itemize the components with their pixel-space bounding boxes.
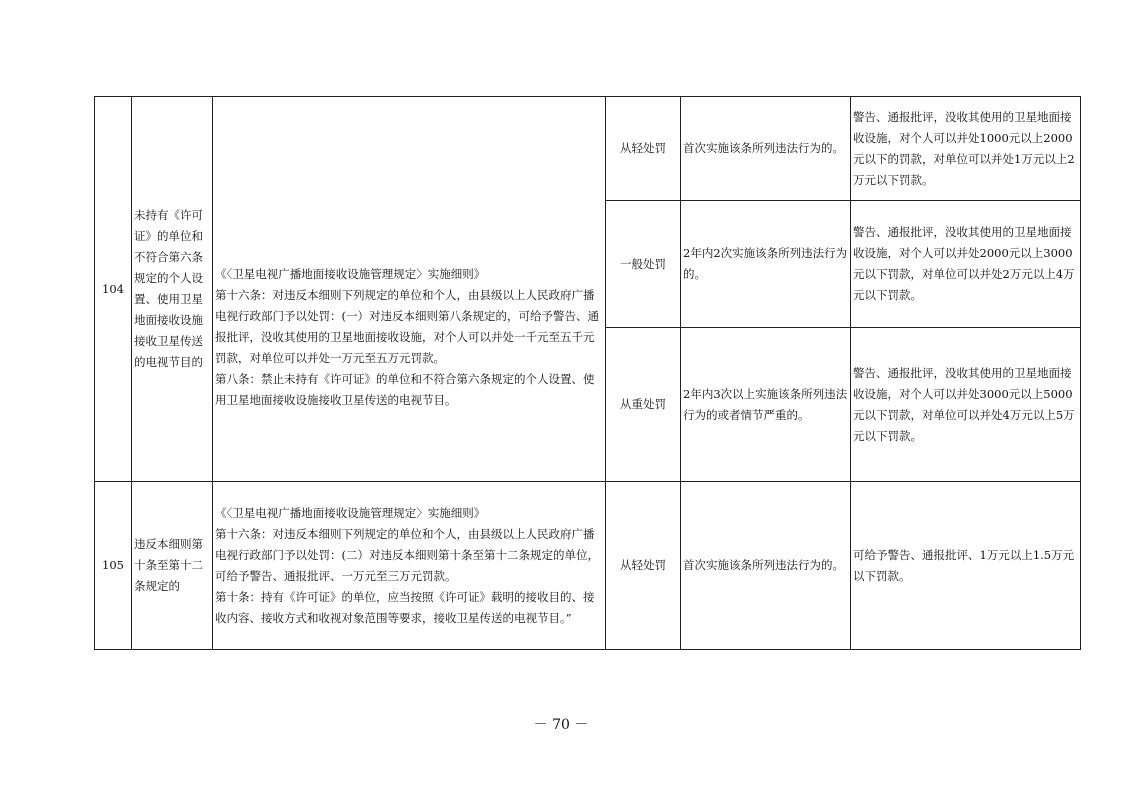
circumstance-text: 2年内2次实施该条所列违法行为的。 [683, 246, 848, 281]
circumstance-text: 首次实施该条所列违法行为的。 [683, 141, 844, 155]
table-row [95, 97, 1081, 201]
penalty-standard-cell [851, 328, 1081, 482]
item-number-cell [95, 482, 132, 650]
penalty-level-cell [606, 482, 681, 650]
penalty-level-cell [606, 97, 681, 201]
penalty-standard-text: 警告、通报批评，没收其使用的卫星地面接收设施，对个人可以并处1000元以上2000元以下的罚款，对单位可以并处1万元以上2万元以下罚款。 [853, 109, 1075, 187]
penalty-standard-table [94, 96, 1081, 650]
penalty-level-label: 从重处罚 [620, 397, 666, 411]
penalty-level-label: 从轻处罚 [620, 141, 666, 155]
penalty-standard-cell [851, 97, 1081, 201]
circumstance-cell [681, 482, 851, 650]
circumstance-cell [681, 201, 851, 328]
circumstance-text: 2年内3次以上实施该条所列违法行为的或者情节严重的。 [683, 386, 848, 422]
table-row [95, 482, 1081, 650]
legal-basis-text: 《〈卫星电视广播地面接收设施管理规定〉实施细则》 第十六条：对违反本细则下列规定的单位和个人，由县级以上人民政府广播电视行政部门予以处罚：(一）对违反本细则第八条规定的，可给予警告、通报批评，没收其使用的卫星地面接收设施，对个人可以并处一千元至五千元罚款，对单位可以并处一万元至五万元罚款。 第八条：禁止未持有《许可证》的单位和不符合第六条规定的个人设置、使用卫星地面接收设施接收卫星传送的电视节目。 [215, 266, 599, 407]
legal-basis-cell [213, 97, 606, 482]
penalty-standard-cell [851, 201, 1081, 328]
legal-basis-cell [213, 482, 606, 650]
circumstance-cell [681, 97, 851, 201]
penalty-level-label: 一般处罚 [620, 256, 666, 271]
violation-item-text: 违反本细则第十条至第十二条规定的 [134, 537, 203, 593]
penalty-level-cell [606, 328, 681, 482]
penalty-level-cell [606, 201, 681, 328]
item-number: 104 [102, 281, 124, 296]
item-number-cell [95, 97, 132, 482]
penalty-standard-cell [851, 482, 1081, 650]
violation-item-cell [132, 482, 213, 650]
violation-item-cell [132, 97, 213, 482]
violation-item-text: 未持有《许可证》的单位和不符合第六条规定的个人设置、使用卫星地面接收设施接收卫星传送的电视节目的 [134, 208, 203, 369]
item-number: 105 [102, 558, 124, 572]
circumstance-text: 首次实施该条所列违法行为的。 [683, 558, 844, 572]
penalty-level-label: 从轻处罚 [620, 558, 666, 572]
page-number: － 70 － [533, 717, 589, 733]
legal-basis-text: 《〈卫星电视广播地面接收设施管理规定〉实施细则》 第十六条：对违反本细则下列规定的单位和个人，由县级以上人民政府广播电视行政部门予以处罚：(二）对违反本细则第十条至第十二条规定的单位，可给予警告、通报批评、一万元至三万元罚款。 第十条：持有《许可证》的单位，应当按照《许可证》载明的接收目的、接收内容、接收方式和收视对象范围等要求，接收卫星传送的电视节目。” [215, 505, 599, 625]
penalty-standard-text: 警告、通报批评，没收其使用的卫星地面接收设施，对个人可以并处3000元以上5000元以下罚款，对单位可以并处4万元以上5万元以下罚款。 [853, 365, 1075, 443]
penalty-standard-text: 警告、通报批评，没收其使用的卫星地面接收设施，对个人可以并处2000元以上3000元以下罚款，对单位可以并处2万元以上4万元以下罚款。 [853, 225, 1075, 302]
circumstance-cell [681, 328, 851, 482]
penalty-standard-text: 可给予警告、通报批评、1万元以上1.5万元以下罚款。 [853, 547, 1075, 583]
